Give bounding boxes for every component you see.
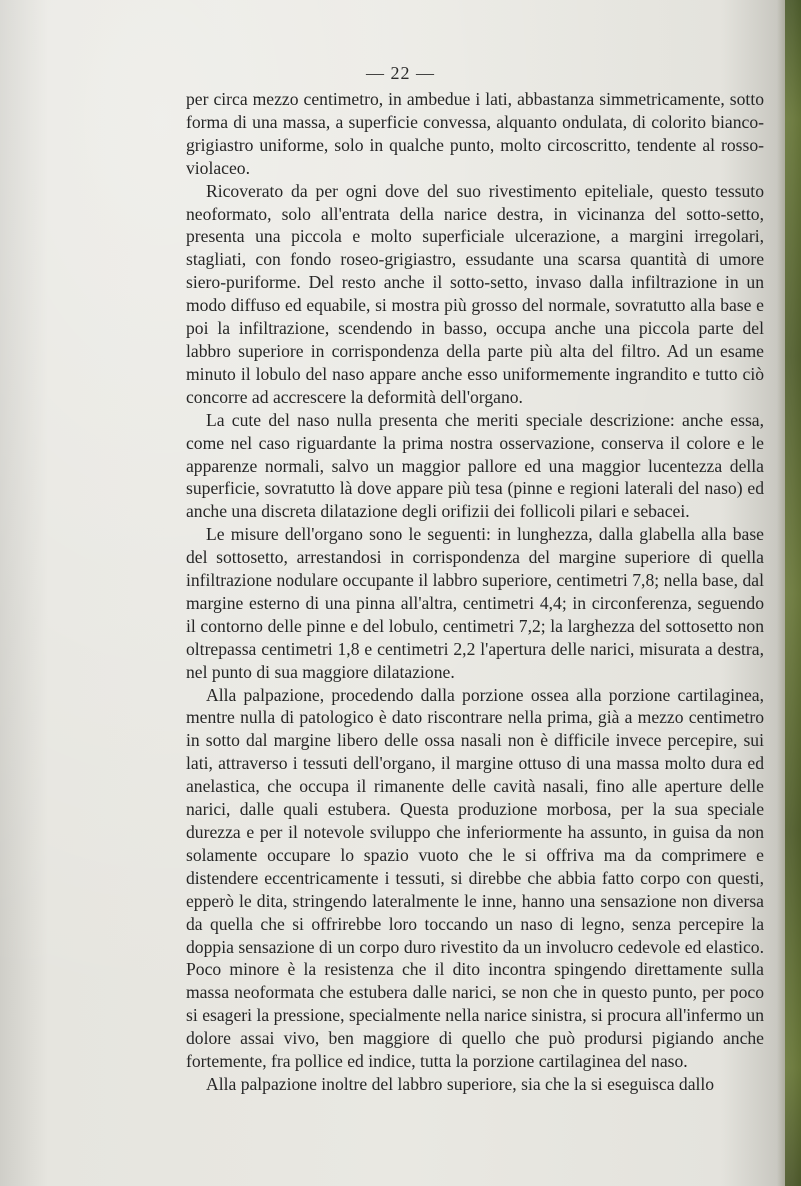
body-text — [186, 88, 764, 1096]
paragraph-5: Alla palpazione, procedendo dalla porzione ossea alla porzione cartilaginea, mentre nulla di patologico è dato riscontrare nella prima, già a mezzo centimetro in sotto dal margine libero delle ossa nasali non è difficile invece percepire, sui lati, attraverso i tessuti dell'organo, il margine ottuso di una massa molto dura ed anelastica, che occupa il rimanente delle cavità nasali, fino alle aperture delle narici, dalle quali estubera. Questa produzione morbosa, per la sua speciale durezza e per il notevole sviluppo che inferiormente ha assunto, in guisa da non solamente occupare lo spazio vuoto che le si offriva ma da comprimere e distendere eccentricamente i tessuti, si direbbe che abbia fatto corpo con questi, epperò le dita, stringendo lateralmente le inne, hanno una sensazione non diversa da quella che si offrirebbe loro toccando un naso di legno, senza percepire la doppia sensazione di un corpo duro rivestito da un involucro cedevole ed elastico. Poco minore è la resistenza che il dito incontra spingendo direttamente sulla massa neoformata che estubera dalle narici, se non che in questo punto, per poco si esageri la pressione, specialmente nella narice sinistra, si procura all'infermo un dolore assai vivo, ben maggiore di quello che può prodursi pigiando anche fortemente, fra pollice ed indice, tutta la porzione cartilaginea del naso. — [186, 684, 764, 1072]
paragraph-6: Alla palpazione inoltre del labbro superiore, sia che la si eseguisca dallo — [206, 1073, 715, 1094]
page-edge-binding — [785, 0, 801, 1186]
paragraph-2: Ricoverato da per ogni dove del suo rivestimento epiteliale, questo tessuto neoformato, solo all'entrata della narice destra, in vicinanza del sotto-setto, presenta una piccola e molto superficiale ulcerazione, a margini irregolari, stagliati, con fondo roseo-grigiastro, essudante una scarsa quantità di umore siero-puriforme. Del resto anche il sotto-setto, invaso dalla infiltrazione in un modo diffuso ed equabile, si mostra più grosso del normale, sovratutto alla base e poi la infiltrazione, scendendo in basso, occupa anche una piccola parte del labbro superiore in corrispondenza della parte più alta del filtro. Ad un esame minuto il lobulo del naso appare anche esso uniformemente ingrandito e tutto ciò concorre ad accrescere la deformità dell'organo. — [186, 180, 764, 407]
paragraph-3: La cute del naso nulla presenta che meriti speciale descrizione: anche essa, come nel caso riguardante la prima nostra osservazione, conserva il colore e le apparenze normali, salvo un maggior pallore ed una maggior lucentezza della superficie, sovratutto là dove appare più tesa (pinne e regioni laterali del naso) ed anche una discreta dilatazione degli orifizii dei follicoli pilari e sebacei. — [186, 409, 764, 522]
paragraph-4: Le misure dell'organo sono le seguenti: in lunghezza, dalla glabella alla base del sottosetto, arrestandosi in corrispondenza del margine superiore di quella infiltrazione nodulare occupante il labbro superiore, centimetri 7,8; nella base, dal margine esterno di una pinna all'altra, centimetri 4,4; in circonferenza, seguendo il contorno delle pinne e del lobulo, centimetri 7,2; la larghezza del sottosetto non oltrepassa centimetri 1,8 e centimetri 2,2 l'apertura delle narici, misurata a destra, nel punto di sua maggiore dilatazione. — [186, 524, 764, 682]
paragraph-1: per circa mezzo centimetro, in ambedue i lati, abbastanza simmetricamente, sotto forma di una massa, a superficie convessa, alquanto ondulata, di colorito bianco-grigiastro uniforme, solo in qualche punto, molto circoscritto, tendente al rosso-violaceo. — [186, 89, 764, 178]
page-number: — 22 — — [366, 63, 435, 83]
